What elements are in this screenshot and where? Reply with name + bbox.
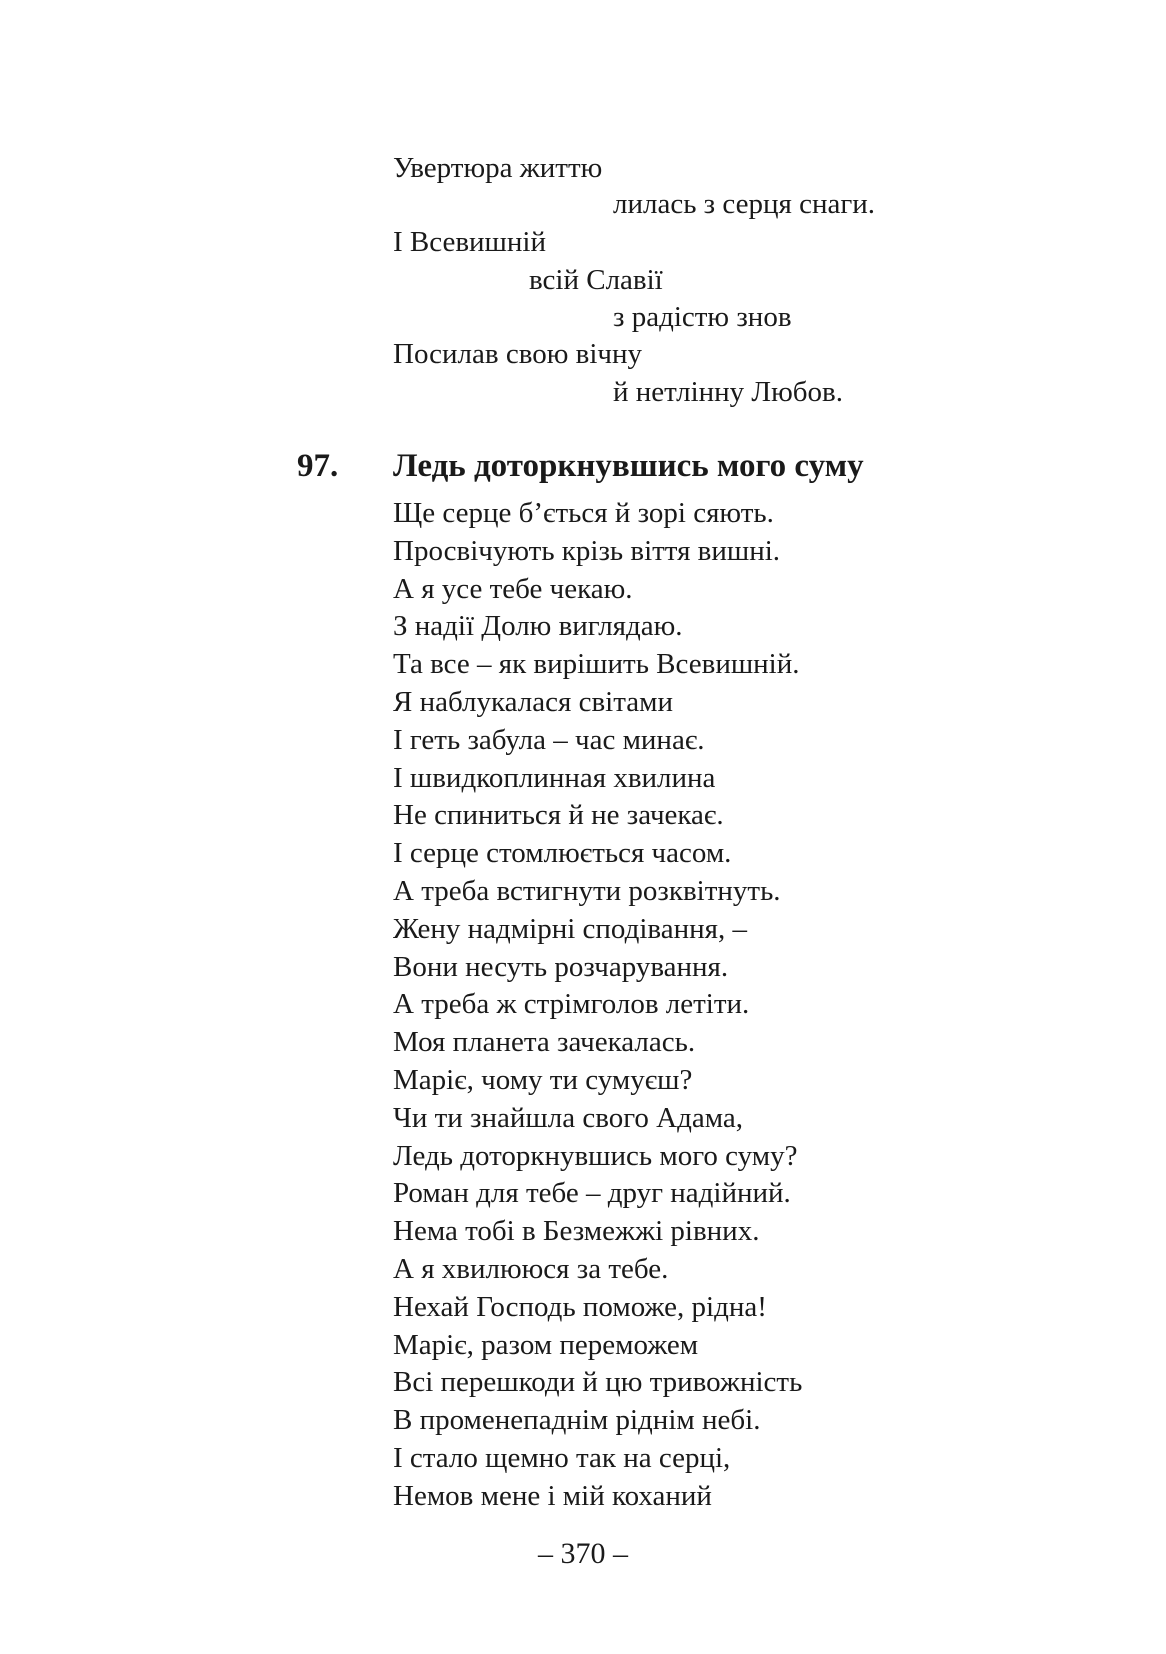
verse-line: І Всевишній — [393, 226, 546, 258]
verse-line: І швидкоплинная хвилина — [393, 761, 716, 794]
verse-line: Нема тобі в Безмежжі рівних. — [393, 1215, 760, 1248]
verse-line: Я наблукалася світами — [393, 685, 673, 718]
verse-line: В променепаднім ріднім небі. — [393, 1404, 761, 1437]
verse-line: Моя планета зачекалась. — [393, 1026, 696, 1059]
poem-number: 97. — [297, 448, 339, 484]
verse-line: Всі перешкоди й цю тривожність — [393, 1366, 803, 1399]
verse-line: А треба ж стрімголов летіти. — [393, 988, 750, 1021]
verse-line: А треба встигнути розквітнуть. — [393, 874, 781, 907]
verse-line: з радістю знов — [613, 301, 792, 333]
verse-line: І геть забула – час минає. — [393, 723, 705, 756]
page-number: – 370 – — [538, 1537, 628, 1570]
poem-title: Ледь доторкнувшись мого суму — [393, 448, 864, 484]
verse-line: Чи ти знайшла свого Адама, — [393, 1101, 743, 1134]
verse-line: лилась з серця снаги. — [613, 188, 876, 220]
verse-line: Увертюра життю — [393, 152, 603, 184]
verse-line: Не спиниться й не зачекає. — [393, 799, 724, 832]
verse-line: А я усе тебе чекаю. — [393, 572, 633, 605]
verse-line: Маріє, чому ти сумуєш? — [393, 1063, 693, 1096]
verse-line: Немов мене і мій коханий — [393, 1479, 712, 1512]
verse-line: Просвічують крізь віття вишні. — [393, 534, 781, 567]
verse-line: Роман для тебе – друг надійний. — [393, 1177, 791, 1210]
verse-line: всій Славії — [529, 264, 663, 296]
verse-line: А я хвилююся за тебе. — [393, 1252, 669, 1285]
verse-line: З надії Долю виглядаю. — [393, 610, 683, 643]
verse-line: Та все – як вирішить Всевишній. — [393, 648, 800, 681]
verse-line: І серце стомлюється часом. — [393, 837, 732, 870]
verse-line: Нехай Господь поможе, рідна! — [393, 1290, 767, 1323]
verse-line: й нетлінну Любов. — [613, 376, 843, 408]
poem-body — [393, 495, 802, 1516]
verse-line: Жену надмірні сподівання, – — [393, 912, 747, 945]
verse-line: Посилав свою вічну — [393, 338, 642, 370]
verse-line: Ще серце б’ється й зорі сяють. — [393, 497, 774, 529]
verse-line: Маріє, разом переможем — [393, 1328, 699, 1361]
verse-line: І стало щемно так на серці, — [393, 1441, 731, 1474]
verse-line: Ледь доторкнувшись мого суму? — [393, 1139, 798, 1172]
verse-line: Вони несуть розчарування. — [393, 950, 729, 983]
